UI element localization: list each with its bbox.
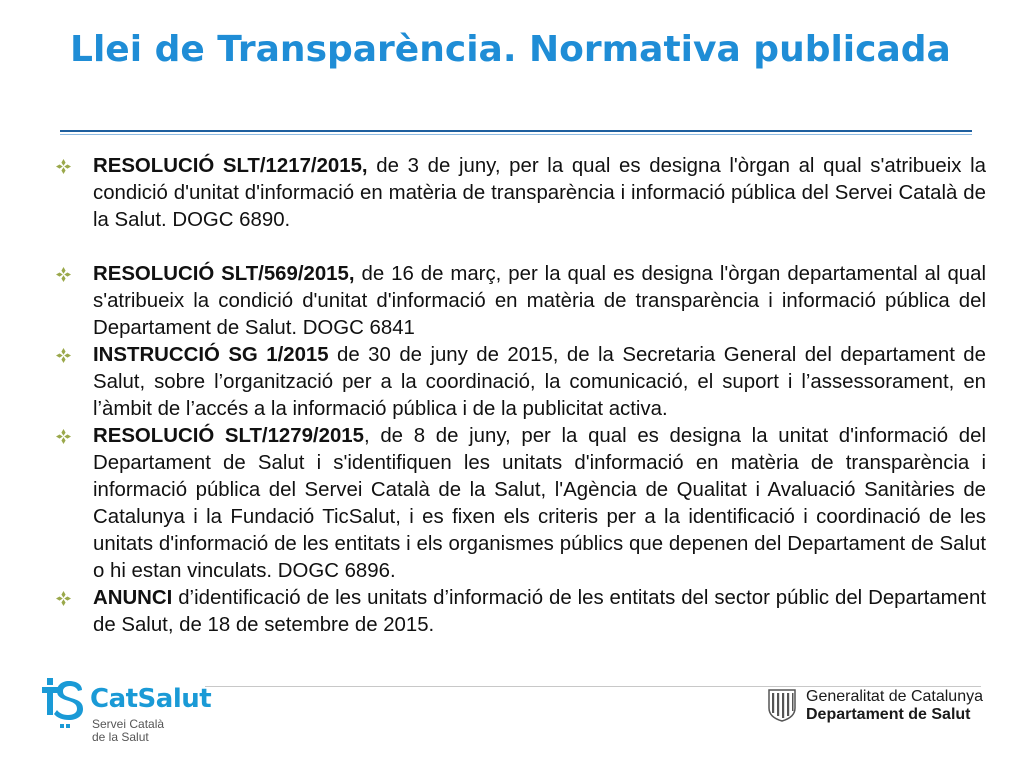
item-text: de 16 de març, per la qual es designa l'òrgan departamental al qual s'atribueix la condició d'unitat d'informació en matèria de transparència i informació pública del Departament de Salut. DOGC 6841	[93, 263, 986, 339]
item-text: d’identificació de les unitats d’informació de les entitats del sector públic del Departament de Salut, de 18 de setembre de 2015.	[93, 587, 986, 636]
list-item	[56, 342, 986, 423]
catsalut-subtitle-1: Servei Català	[92, 717, 165, 731]
title-divider-shadow	[60, 134, 972, 135]
list-item	[56, 585, 986, 639]
diamond-bullet-icon	[56, 348, 71, 363]
diamond-bullet-icon	[56, 159, 71, 174]
catsalut-logo	[40, 678, 240, 748]
generalitat-name: Generalitat de Catalunya	[806, 688, 983, 705]
item-text: de 3 de juny, per la qual es designa l'òrgan al qual s'atribueix la condició d'unitat d'informació en matèria de transparència i informació pública del Servei Català de la Salut. DOGC 6890.	[93, 155, 987, 231]
list-item	[56, 153, 986, 234]
item-text: de 30 de juny de 2015, de la Secretaria General del departament de Salut, sobre l’organització per a la coordinació, la comunicació, el suport i l’assessorament, en l’àmbit de l’accés a la informació pública i de la publicitat activa.	[93, 344, 986, 420]
diamond-bullet-icon	[56, 267, 71, 282]
list-item	[56, 423, 986, 585]
catsalut-mark-icon	[42, 678, 84, 734]
diamond-bullet-icon	[56, 591, 71, 606]
list-item	[56, 261, 986, 342]
generalitat-shield-icon	[766, 688, 798, 722]
catsalut-name: CatSalut	[90, 684, 212, 714]
generalitat-logo	[766, 688, 996, 724]
slide-title: Llei de Transparència. Normativa publicada	[70, 29, 951, 70]
regulation-list	[56, 153, 986, 639]
item-text: , de 8 de juny, per la qual es designa la unitat d'informació del Departament de Salut i s'identifiquen les unitats d'informació en matèria de transparència i informació pública del Servei Català de la Salut, l'Agència de Qualitat i Avaluació Sanitàries de Catalunya i la Fundació TicSalut, i es fixen els criteris per a la identificació i coordinació de les unitats d'informació de les entitats i els organismes públics que depenen del Departament de Salut o hi estan vinculats. DOGC 6896.	[93, 425, 986, 582]
item-lead: INSTRUCCIÓ SG 1/2015	[93, 344, 329, 366]
item-lead: RESOLUCIÓ SLT/1279/2015	[93, 425, 364, 447]
title-divider	[60, 130, 972, 132]
item-lead: RESOLUCIÓ SLT/569/2015,	[93, 263, 355, 285]
footer-divider	[205, 686, 981, 687]
catsalut-subtitle-2: de la Salut	[92, 730, 149, 744]
item-lead: ANUNCI	[93, 587, 173, 609]
item-lead: RESOLUCIÓ SLT/1217/2015,	[93, 155, 368, 177]
department-name: Departament de Salut	[806, 706, 971, 723]
diamond-bullet-icon	[56, 429, 71, 444]
